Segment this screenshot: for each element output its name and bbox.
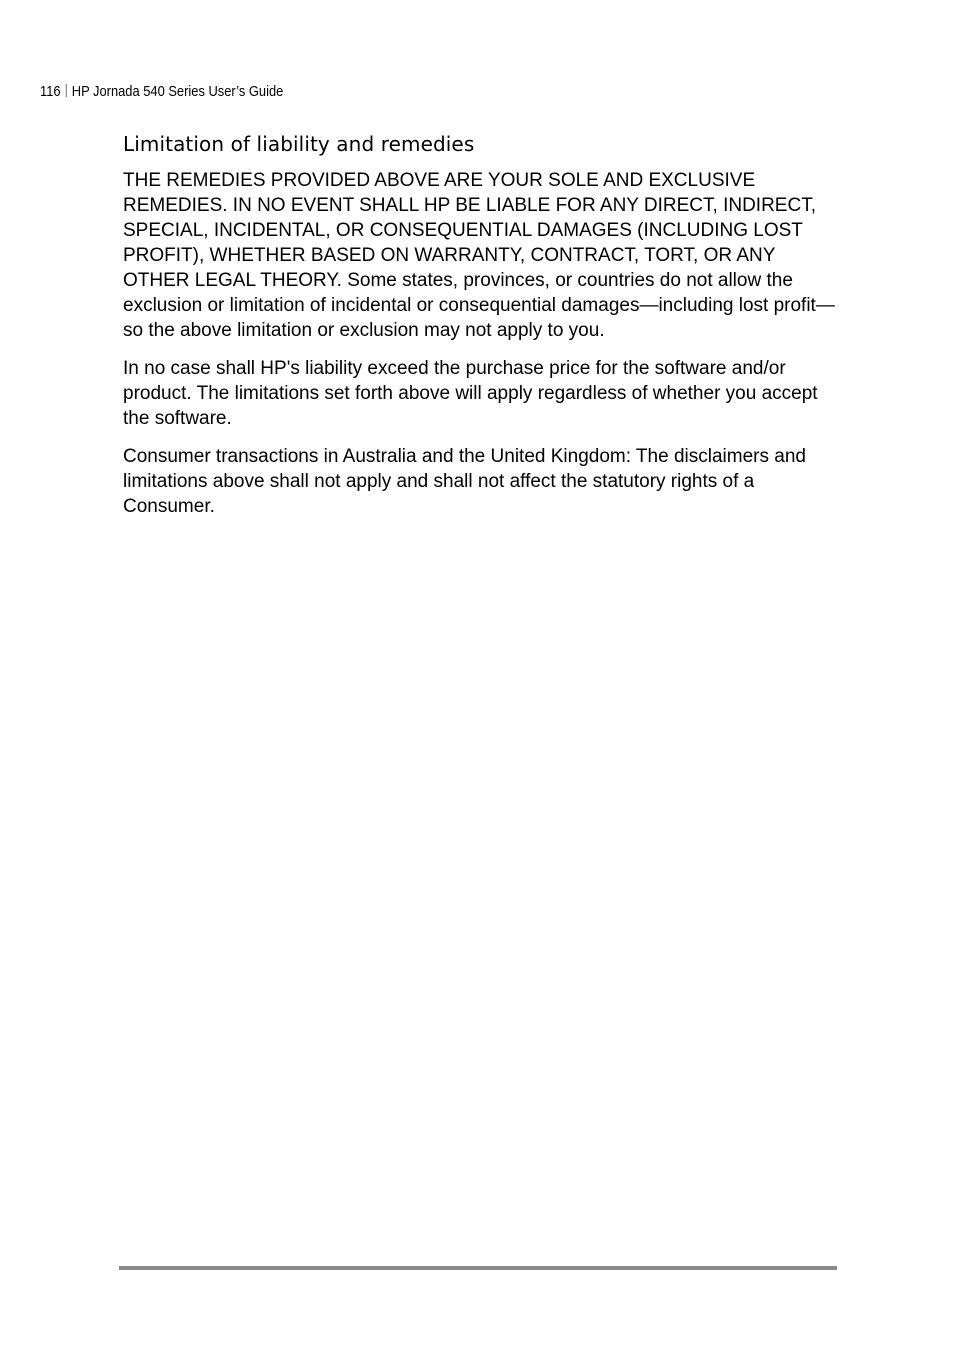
footer-rule <box>119 1266 837 1270</box>
paragraph-liability-cap: In no case shall HP's liability exceed the purchase price for the software and/or product. The limitations set forth above will apply regardless of whether you accept the software. <box>123 358 818 429</box>
page-header <box>40 83 283 100</box>
page-number: 116 <box>40 83 61 100</box>
paragraph-remedies: THE REMEDIES PROVIDED ABOVE ARE YOUR SOLE AND EXCLUSIVE REMEDIES. IN NO EVENT SHALL HP BE LIABLE FOR ANY DIRECT, INDIRECT, SPECIAL, INCIDENTAL, OR CONSEQUENTIAL DAMAGES (INCLUDING LOST PROFIT), WHETHER BASED ON WARRANTY, CONTRACT, TORT, OR ANY OTHER LEGAL THEORY. Some states, provinces, or countries do not allow the exclusion or limitation of incidental or consequential damages—including lost profit—so the above limitation or exclusion may not apply to you. <box>123 170 835 341</box>
paragraph-consumer-transactions: Consumer transactions in Australia and the United Kingdom: The disclaimers and limitations above shall not apply and shall not affect the statutory rights of a Consumer. <box>123 446 806 517</box>
section-title: Limitation of liability and remedies <box>123 132 475 156</box>
book-title: HP Jornada 540 Series User’s Guide <box>71 83 284 100</box>
section-content <box>123 130 843 532</box>
header-separator <box>66 84 67 97</box>
